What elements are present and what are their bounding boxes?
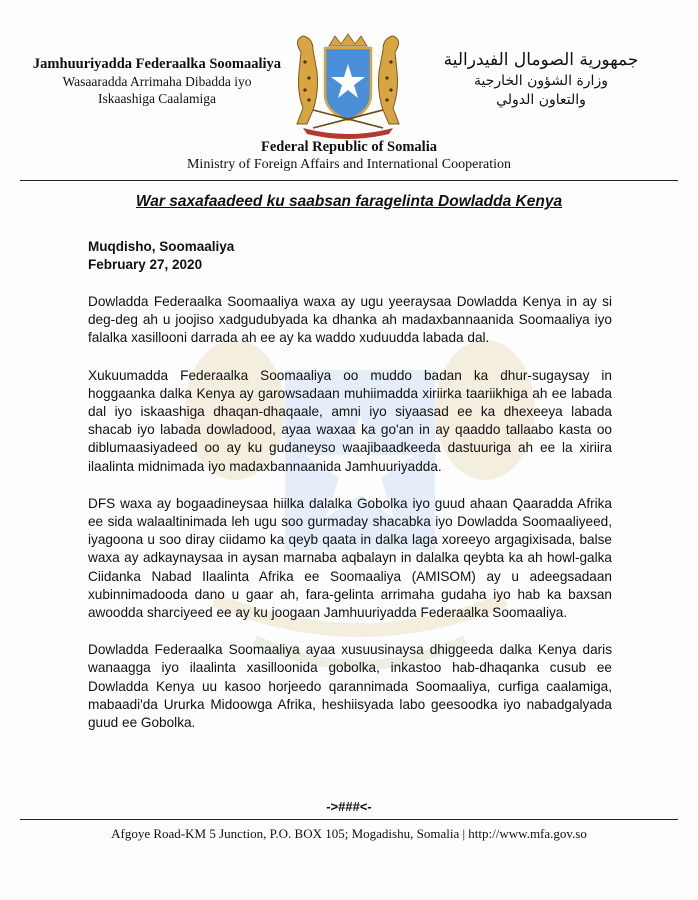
paragraph: Dowladda Federaalka Soomaaliya ayaa xusuusinaysa dhiggeeda dalka Kenya daris wanaagga iyo ilaalinta xasilloonida gobolka, inkastoo hab-dhaqanka cusub ee Dowladda Kenya uu kasoo horjeedo qarannimada Soomaaliya, curfiga caalamiga, mabaadi'da Ururka Midoowga Afrika, heshiisyada labo geesoodka iyo nabadgalyada guud ee Gobolka. <box>88 642 612 731</box>
header-left-line1: Jamhuuriyadda Federaalka Soomaaliya <box>32 56 282 72</box>
header-right-arabic <box>406 48 676 110</box>
place-text: Muqdisho, Soomaaliya <box>88 239 235 254</box>
date-text: February 27, 2020 <box>88 257 203 272</box>
paragraph: Dowladda Federaalka Soomaaliya waxa ay ugu yeeraysaa Dowladda Kenya in ay si deg-deg ah u joojiso xadgudubyada ka dhanka ah madaxbannaanida Soomaaliya iyo falalka xasillooni darrada ah ee ay ka waddo xuduudda labada dal. <box>88 294 612 346</box>
header-divider <box>20 180 678 181</box>
footer-address: Afgoye Road-KM 5 Junction, P.O. BOX 105; Mogadishu, Somalia | http://www.mfa.gov.so <box>111 826 587 841</box>
end-mark: ->###<- <box>326 799 372 814</box>
paragraph: DFS waxa ay bogaadineysaa hiilka dalalka Gobolka iyo guud ahaan Qaaradda Afrika ee sida walaaltinimada leh ugu soo gurmaday shacabka iyo Dowladda Soomaaliyeed, iyagoona u soo diray ciidamo ka qeyb qaata in dalka laga xoreeyo argagixisada, balse waxa ay adkaynaysaa in aysan marnaba aqbalayn in dalalka qeybta ka ah howl-galka Ciidanka Nabad Ilaalinta Afrika ee Soomaaliya (AMISOM) ay u adeegsadaan xubinnimadooda dano u gaar ah, fara-gelinta arrimaha gudaha iyo hab ka baxsan awoodda sharciyeed ee ay ku joogaan Jamhuuriyadda Federaalka Soomaaliya. <box>88 495 612 621</box>
header-right-line3: والتعاون الدولي <box>496 92 586 108</box>
document-title: War saxafaadeed ku saabsan faragelinta Dowladda Kenya <box>135 193 563 210</box>
dateline <box>88 238 234 274</box>
header-left-line3: Iskaashiga Caalamiga <box>97 91 217 106</box>
header-right-line2: وزارة الشؤون الخارجية <box>474 73 608 89</box>
header-center-english <box>0 139 698 173</box>
header-left-somali <box>22 56 292 107</box>
crown-icon <box>329 34 367 46</box>
header-right-line1: جمهورية الصومال الفيدرالية <box>443 50 639 70</box>
paragraph: Xukuumadda Federaalka Soomaaliya oo muddo badan ka dhur-sugaysay in hoggaanka dalka Kenya ay garowsadaan muhiimadda xiriirka taariikhiga ah ee labada dal iyo iskaashiga dhaqan-dhaqaale, amni iyo siyaasad ee ka dhexeeya labada shacab iyo labada dowladood, ayaa waxaa ka go'an in ay qaaddo tallaabo kasta oo diblumaasiyadeed oo ay ku gudaneyso waajibaadkeeda dastuuriga ah ee la xiriira ilaalinta midnimada iyo madaxbannaanida Jamhuuriyadda. <box>88 367 612 474</box>
header-center-line1: Federal Republic of Somalia <box>260 139 437 155</box>
ribbon-icon <box>303 128 393 139</box>
document-body <box>88 293 612 751</box>
header-left-line2: Wasaaradda Arrimaha Dibadda iyo <box>62 74 252 89</box>
footer-divider <box>20 819 678 820</box>
header-center-line2: Ministry of Foreign Affairs and International Cooperation <box>186 157 511 172</box>
coat-of-arms-emblem <box>283 32 413 142</box>
